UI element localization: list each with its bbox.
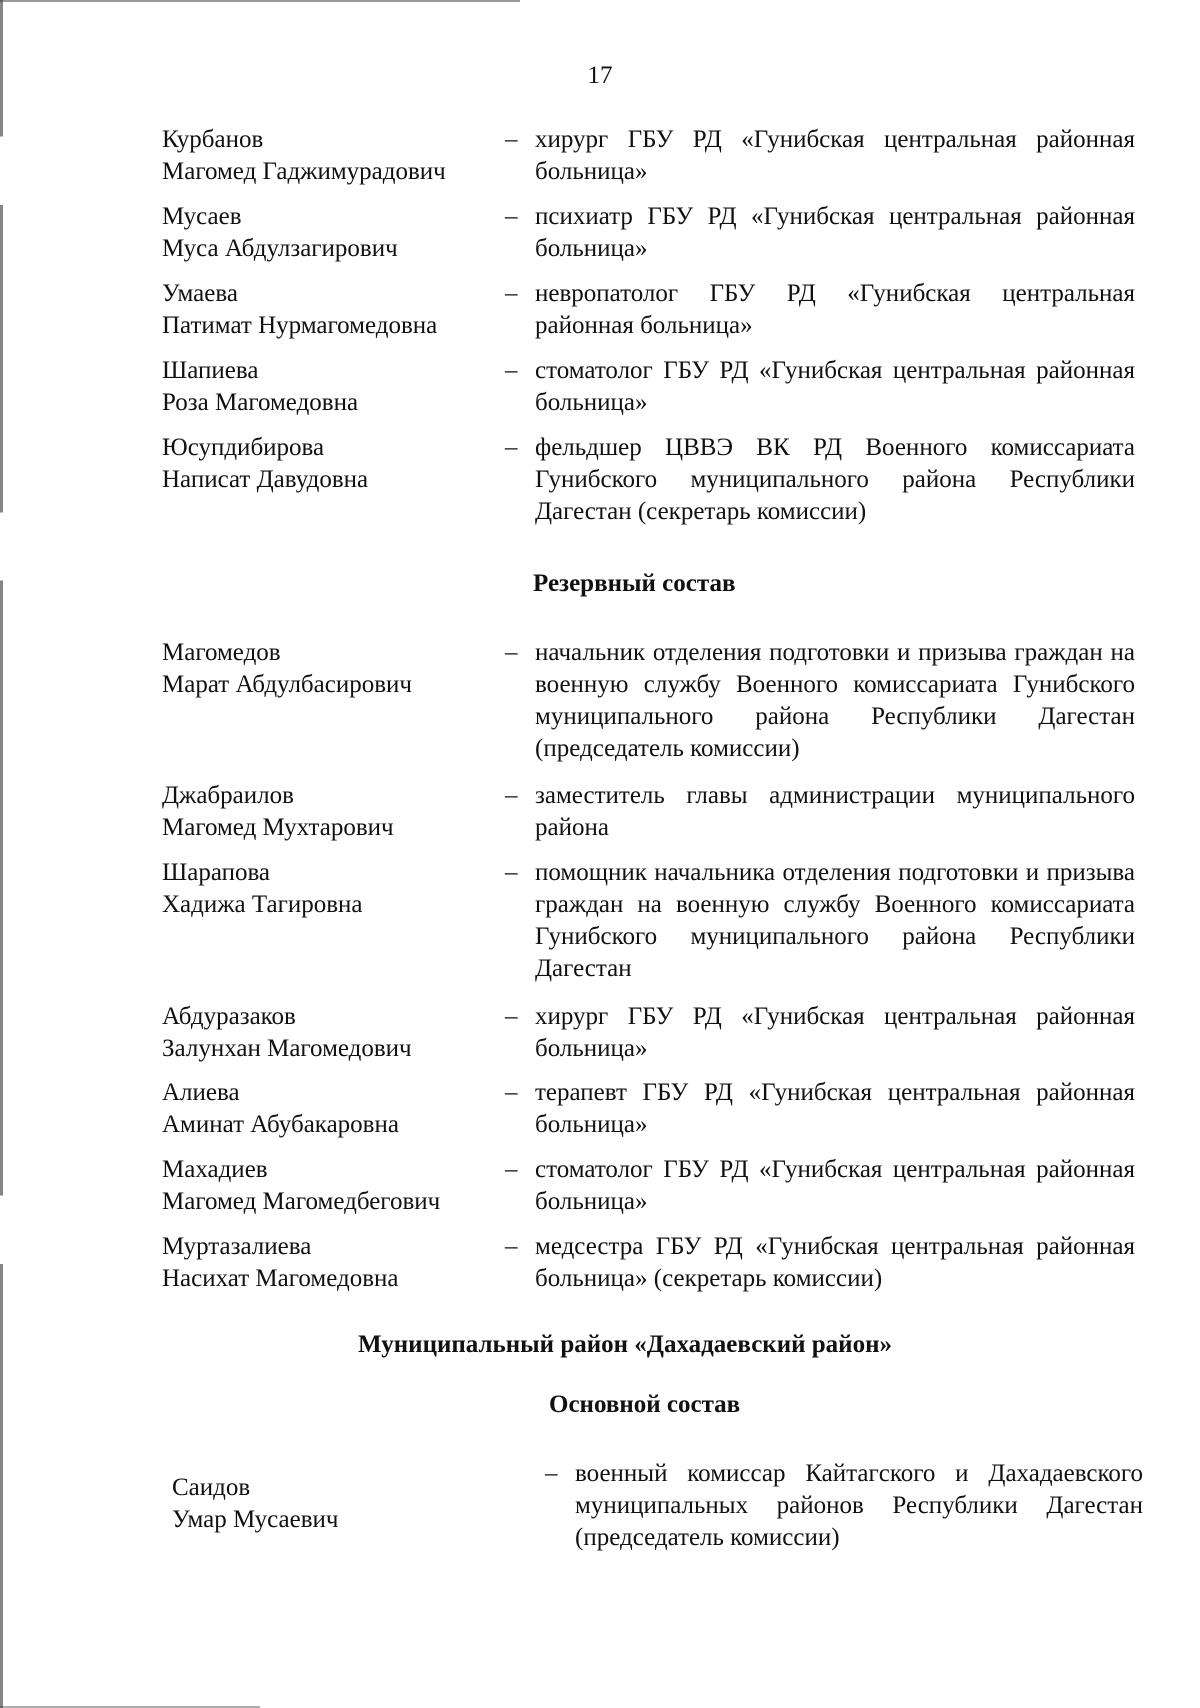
role-dash: – <box>505 782 518 809</box>
role-text: стоматолог ГБУ РД «Гунибская центральная районная больница» <box>535 357 1135 416</box>
member-given-names: Хадижа Тагировна <box>162 891 363 918</box>
member-name <box>162 355 502 419</box>
member-name <box>162 1001 502 1065</box>
role-dash: – <box>545 1460 558 1487</box>
member-name <box>162 857 502 921</box>
member-name <box>162 780 502 844</box>
role-text: психиатр ГБУ РД «Гунибская центральная районная больница» <box>535 203 1135 262</box>
section-heading-main: Основной состав <box>549 1391 741 1418</box>
member-surname: Курбанов <box>162 126 264 153</box>
member-given-names: Магомед Магомедбегович <box>162 1188 441 1215</box>
member-role <box>505 780 1135 844</box>
member-surname: Шарапова <box>162 859 271 886</box>
role-dash: – <box>505 126 518 153</box>
member-name <box>162 1231 502 1295</box>
member-name <box>162 201 502 265</box>
member-role <box>505 432 1135 528</box>
member-given-names: Магомед Гаджимурадович <box>162 158 446 185</box>
role-dash: – <box>505 203 518 230</box>
member-name <box>162 1154 502 1218</box>
role-text: помощник начальника отделения подготовки и призыва граждан на военную службу Военного комиссариата Гунибского муниципального района Республики Дагестан <box>535 859 1135 982</box>
role-dash: – <box>505 1233 518 1260</box>
role-dash: – <box>505 357 518 384</box>
role-dash: – <box>505 639 518 666</box>
role-text: заместитель главы администрации муниципального района <box>535 782 1135 841</box>
member-surname: Саидов <box>172 1474 251 1501</box>
member-surname: Муртазалиева <box>162 1233 312 1260</box>
member-name <box>162 432 502 496</box>
member-role <box>505 1077 1135 1141</box>
role-dash: – <box>505 280 518 307</box>
scan-edge-left <box>0 0 3 1708</box>
member-name <box>172 1472 512 1536</box>
role-text: начальник отделения подготовки и призыва граждан на военную службу Военного комиссариата Гунибского муниципального района Республики Дагестан (председатель комиссии) <box>535 639 1135 762</box>
member-name <box>162 1077 502 1141</box>
role-dash: – <box>505 859 518 886</box>
role-text: невропатолог ГБУ РД «Гунибская центральная районная больница» <box>535 280 1135 339</box>
district-heading: Муниципальный район «Дахадаевский район» <box>358 1331 892 1358</box>
role-dash: – <box>505 434 518 461</box>
member-name <box>162 637 502 701</box>
member-role <box>505 637 1135 765</box>
member-given-names: Роза Магомедовна <box>162 389 359 416</box>
member-surname: Юсупдибирова <box>162 434 325 461</box>
member-name <box>162 278 502 342</box>
member-role <box>505 201 1135 265</box>
role-text: военный комиссар Кайтагского и Дахадаевского муниципальных районов Республики Дагестан (председатель комиссии) <box>575 1460 1143 1551</box>
role-text: хирург ГБУ РД «Гунибская центральная районная больница» <box>535 1003 1135 1062</box>
section-heading-reserve: Резервный состав <box>533 570 736 597</box>
member-surname: Алиева <box>162 1079 240 1106</box>
member-given-names: Марат Абдулбасирович <box>162 671 412 698</box>
role-dash: – <box>505 1003 518 1030</box>
member-surname: Умаева <box>162 280 238 307</box>
member-given-names: Залунхан Магомедович <box>162 1035 412 1062</box>
member-surname: Магомедов <box>162 639 281 666</box>
member-name <box>162 124 502 188</box>
member-surname: Махадиев <box>162 1156 268 1183</box>
role-text: стоматолог ГБУ РД «Гунибская центральная районная больница» <box>535 1156 1135 1215</box>
member-given-names: Умар Мусаевич <box>172 1506 339 1533</box>
member-role <box>505 857 1135 985</box>
member-role <box>505 1001 1135 1065</box>
role-dash: – <box>505 1156 518 1183</box>
role-dash: – <box>505 1079 518 1106</box>
member-given-names: Магомед Мухтарович <box>162 814 394 841</box>
member-given-names: Муса Абдулзагирович <box>162 235 398 262</box>
page-number: 17 <box>587 62 613 89</box>
role-text: хирург ГБУ РД «Гунибская центральная районная больница» <box>535 126 1135 185</box>
member-given-names: Насихат Магомедовна <box>162 1265 399 1292</box>
member-surname: Джабраилов <box>162 782 294 809</box>
member-role <box>505 355 1135 419</box>
member-given-names: Аминат Абубакаровна <box>162 1111 399 1138</box>
member-role <box>545 1458 1143 1554</box>
member-surname: Шапиева <box>162 357 259 384</box>
scan-edge-top <box>0 0 520 2</box>
role-text: медсестра ГБУ РД «Гунибская центральная районная больница» (секретарь комиссии) <box>535 1233 1135 1292</box>
member-given-names: Патимат Нурмагомедовна <box>162 312 438 339</box>
role-text: фельдшер ЦВВЭ ВК РД Военного комиссариата Гунибского муниципального района Республики Дагестан (секретарь комиссии) <box>535 434 1135 525</box>
member-given-names: Написат Давудовна <box>162 466 369 493</box>
member-role <box>505 278 1135 342</box>
member-role <box>505 1154 1135 1218</box>
member-surname: Мусаев <box>162 203 242 230</box>
member-role <box>505 124 1135 188</box>
role-text: терапевт ГБУ РД «Гунибская центральная районная больница» <box>535 1079 1135 1138</box>
member-surname: Абдуразаков <box>162 1003 296 1030</box>
member-role <box>505 1231 1135 1295</box>
